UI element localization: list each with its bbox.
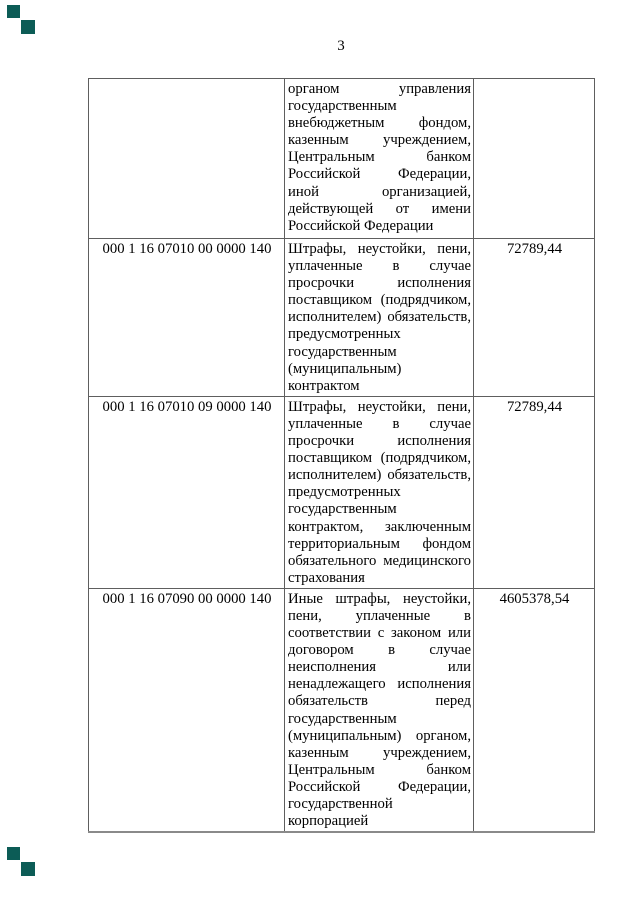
code-cell: 000 1 16 07010 00 0000 140 xyxy=(89,239,285,397)
scan-registration-mark-top-left xyxy=(0,0,40,40)
description-cell: Штрафы, неустойки, пени, уплаченные в случае просрочки исполнения поставщиком (подрядчиком, исполнителем) обязательств, предусмотренных государственным контрактом, заключенным территориальным фондом обязательного медицинского страхования xyxy=(285,396,474,588)
scan-mark-square xyxy=(7,847,20,860)
scan-mark-square xyxy=(21,862,35,876)
description-cell: Иные штрафы, неустойки, пени, уплаченные в соответствии с законом или договором в случае неисполнения или ненадлежащего исполнения обязательств перед государственным (муниципальным) органом, казенным учреждением, Центральным банком Российской Федерации, государственной корпорацией xyxy=(285,588,474,832)
code-cell: 000 1 16 07090 00 0000 140 xyxy=(89,588,285,832)
amount-cell xyxy=(474,79,595,239)
table-row xyxy=(89,79,595,239)
page-number: 3 xyxy=(337,38,345,54)
table-row xyxy=(89,239,595,397)
amount-cell: 72789,44 xyxy=(474,239,595,397)
table-row xyxy=(89,588,595,832)
description-cell: Штрафы, неустойки, пени, уплаченные в случае просрочки исполнения поставщиком (подрядчиком, исполнителем) обязательств, предусмотренных государственным (муниципальным) контрактом xyxy=(285,239,474,397)
code-cell: 000 1 16 07010 09 0000 140 xyxy=(89,396,285,588)
table-row xyxy=(89,396,595,588)
amount-cell: 4605378,54 xyxy=(474,588,595,832)
code-cell xyxy=(89,79,285,239)
budget-codes-table xyxy=(88,78,595,833)
amount-cell: 72789,44 xyxy=(474,396,595,588)
scan-mark-square xyxy=(21,20,35,34)
scan-mark-square xyxy=(7,5,20,18)
scan-registration-mark-bottom-left xyxy=(0,843,40,883)
description-cell: органом управления государственным внебюджетным фондом, казенным учреждением, Центральным банком Российской Федерации, иной организацией, действующей от имени Российской Федерации xyxy=(285,79,474,239)
